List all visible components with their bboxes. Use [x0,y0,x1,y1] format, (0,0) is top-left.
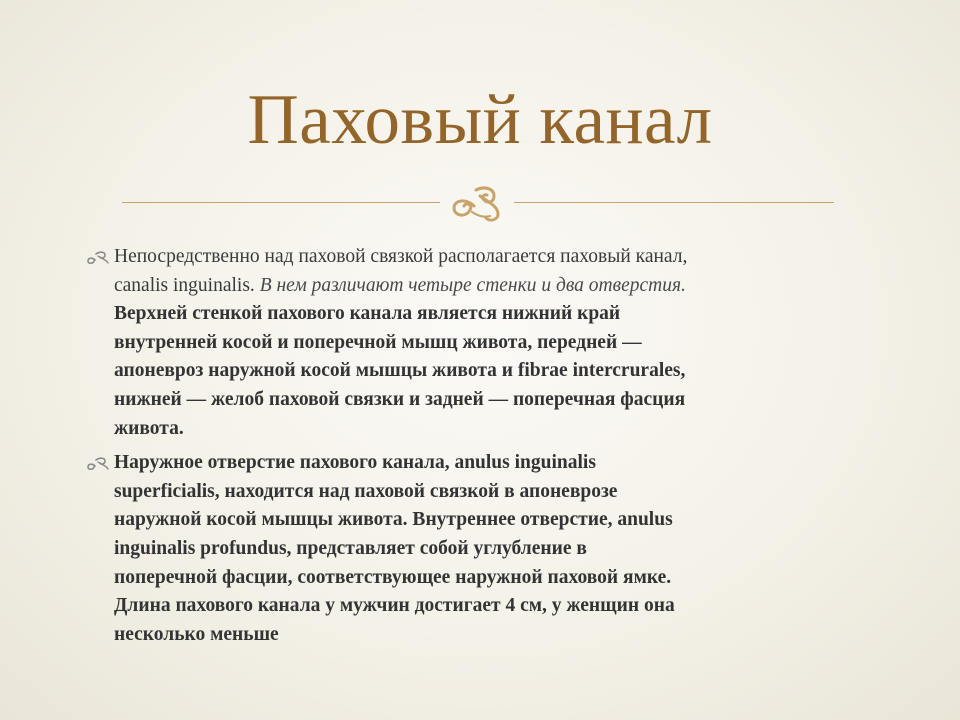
text-line: inguinalis profundus, представляет собой углубление в [114,537,587,559]
title-divider-right [514,202,834,203]
swirl-bullet-icon [86,455,110,471]
text-line: нижней — желоб паховой связки и задней — поперечная фасция [114,388,686,410]
slide-body [86,243,876,655]
slide-title: Паховый канал [247,81,713,159]
text-line: наружной косой мышцы живота. Внутреннее отверстие, anulus [114,509,673,531]
paragraph-2 [86,449,876,649]
flourish-ornament-icon [444,176,510,226]
paragraph-1 [86,243,876,443]
text-line: Непосредственно над паховой связкой располагается паховый канал, [114,246,688,267]
text-line: superficialis, находится над паховой связкой в апоневрозе [114,480,618,502]
text-line: несколько меньше [114,623,279,645]
text-line: Верхней стенкой пахового канала является нижний край [114,303,621,325]
title-divider-left [122,202,440,203]
text-line: canalis inguinalis. В нем различают четыре стенки и два отверстия. [114,274,686,296]
text-line: апоневроз наружной косой мышцы живота и fibrae intercrurales, [114,360,686,382]
text-line: поперечной фасции, соответствующее наружной паховой ямке. [114,566,672,588]
text-line: живота. [114,417,184,439]
swirl-bullet-icon [86,249,110,265]
text-line: Наружное отверстие пахового канала, anulus inguinalis [114,452,596,474]
text-line: внутренней косой и поперечной мышц живота, передней — [114,331,642,353]
text-line: Длина пахового канала у мужчин достигает 4 см, у женщин она [114,595,675,617]
